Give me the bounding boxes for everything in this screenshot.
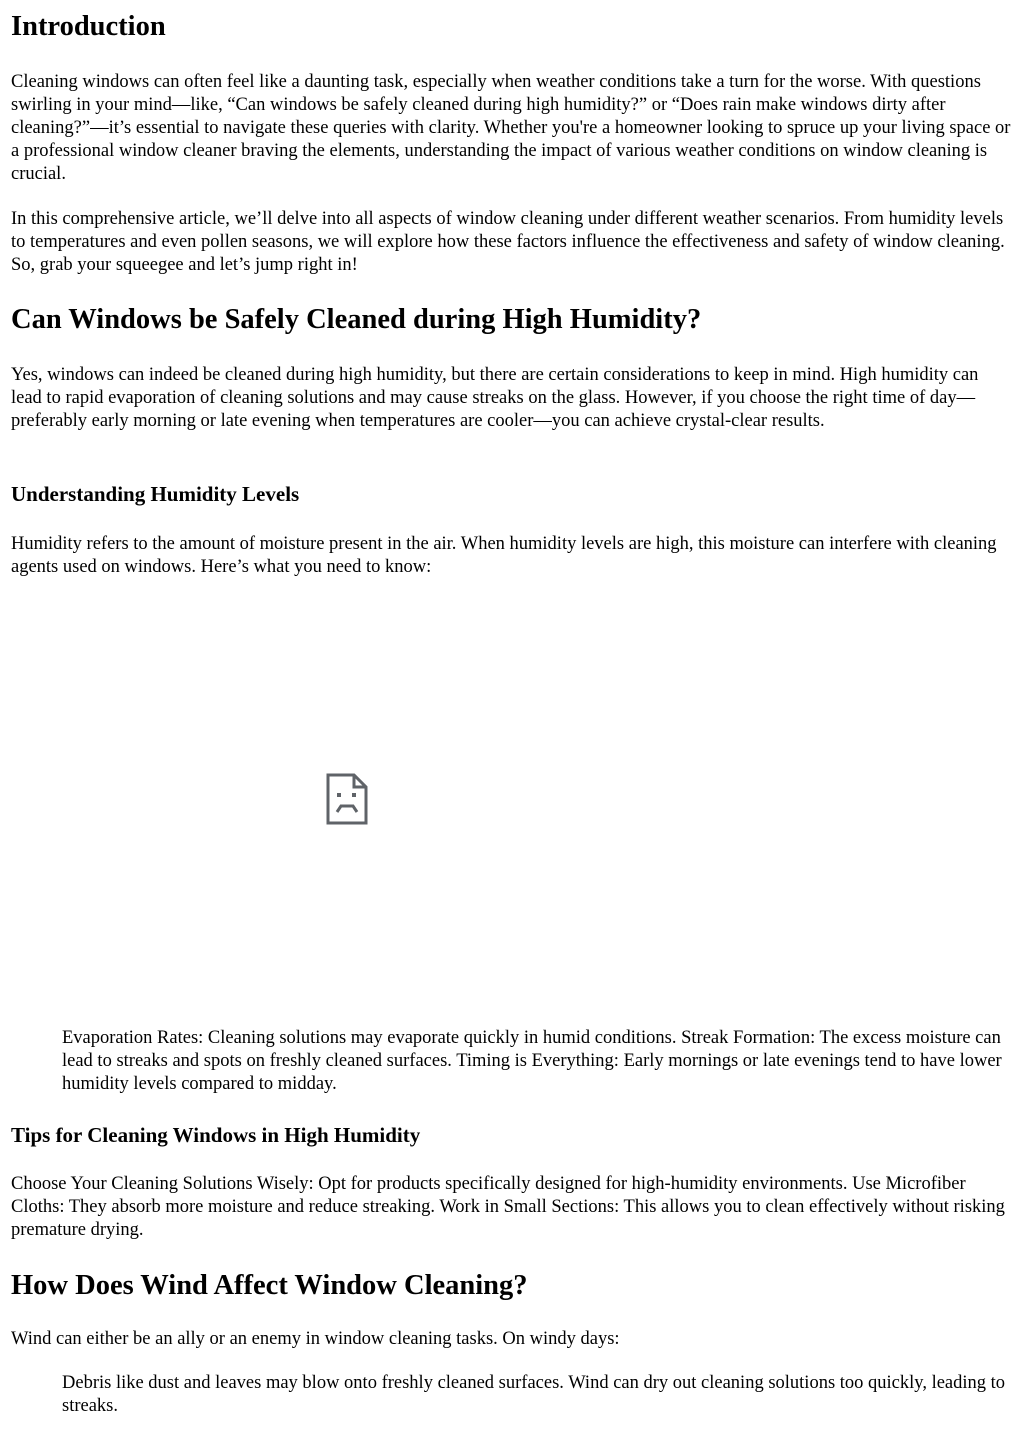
wind-effects-list: Debris like dust and leaves may blow onto freshly cleaned surfaces. Wind can dry out cleaning solutions too quickly, leading to streaks.: [62, 1373, 1006, 1416]
humidity-tips-heading: Tips for Cleaning Windows in High Humidity: [11, 1123, 421, 1147]
humidity-factors-list: Evaporation Rates: Cleaning solutions may evaporate quickly in humid conditions. Streak Formation: The excess moisture can lead to streaks and spots on freshly cleaned surfaces. Timing is Everything: Early mornings or late evenings tend to have lower humidity levels compared to midday.: [62, 1028, 1002, 1094]
humidity-levels-heading: Understanding Humidity Levels: [11, 482, 300, 506]
humidity-tips-paragraph: Choose Your Cleaning Solutions Wisely: Opt for products specifically designed for high-humidity environments. Use Microfiber Cloths: They absorb more moisture and reduce streaking. Work in Small Sections: This allows you to clean effectively without risking premature drying.: [11, 1174, 1005, 1240]
broken-image-icon: [325, 772, 369, 826]
intro-heading: Introduction: [11, 11, 166, 42]
article-image: [11, 596, 681, 1006]
wind-paragraph: Wind can either be an ally or an enemy in window cleaning tasks. On windy days:: [11, 1329, 620, 1349]
intro-paragraph-2: In this comprehensive article, we’ll delve into all aspects of window cleaning under different weather scenarios. From humidity levels to temperatures and even pollen seasons, we will explore how these factors influence the effectiveness and safety of window cleaning. So, grab your squeegee and let’s jump right in!: [11, 209, 1005, 275]
humidity-levels-paragraph: Humidity refers to the amount of moisture present in the air. When humidity levels are high, this moisture can interfere with cleaning agents used on windows. Here’s what you need to know:: [11, 534, 997, 577]
humidity-heading: Can Windows be Safely Cleaned during High Humidity?: [11, 304, 702, 335]
humidity-paragraph: Yes, windows can indeed be cleaned during high humidity, but there are certain considerations to keep in mind. High humidity can lead to rapid evaporation of cleaning solutions and may cause streaks on the glass. However, if you choose the right time of day—preferably early morning or late evening when temperatures are cooler—you can achieve crystal-clear results.: [11, 365, 979, 431]
intro-paragraph-1: Cleaning windows can often feel like a daunting task, especially when weather conditions take a turn for the worse. With questions swirling in your mind—like, “Can windows be safely cleaned during high humidity?” or “Does rain make windows dirty after cleaning?”—it’s essential to navigate these queries with clarity. Whether you're a homeowner looking to spruce up your living space or a professional window cleaner braving the elements, understanding the impact of various weather conditions on window cleaning is crucial.: [11, 72, 1011, 184]
wind-heading: How Does Wind Affect Window Cleaning?: [11, 1270, 528, 1301]
